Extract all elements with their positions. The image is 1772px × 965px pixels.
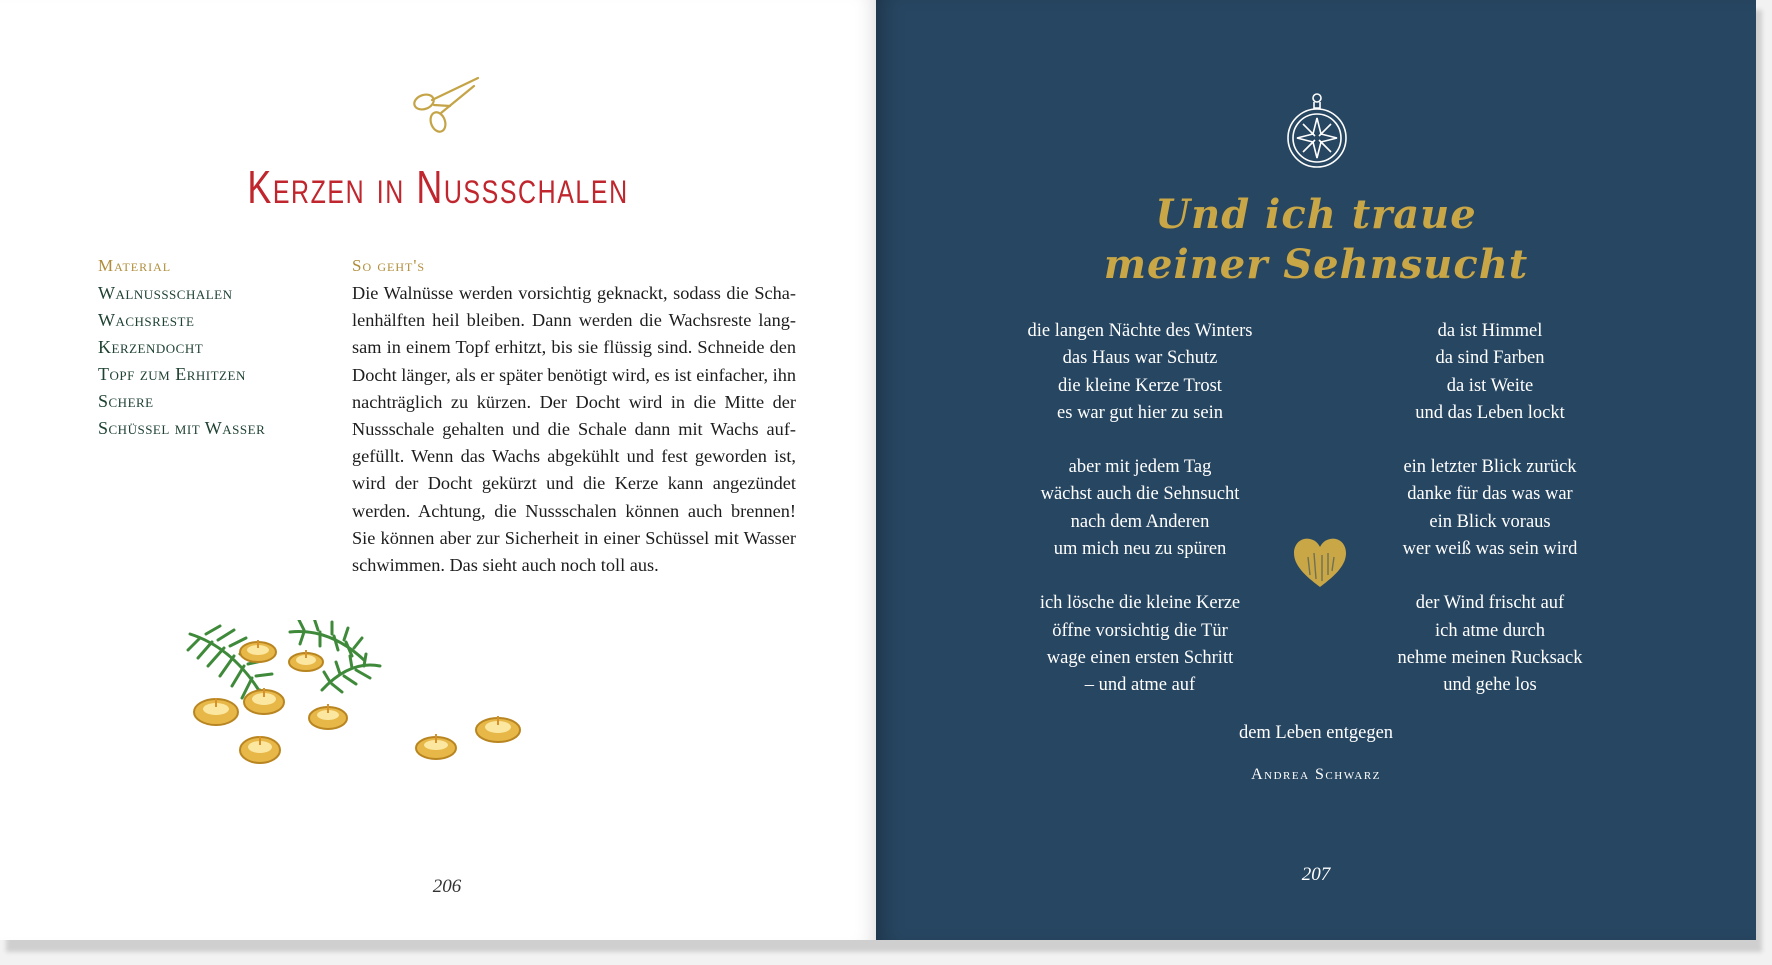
instructions-text: Die Walnüsse werden vorsichtig geknackt, sodass die Scha-lenhälften heil bleiben. Dann werden die Wachsreste lang-sam in einem Topf erhitzt, bis sie flüssig sind. Schneide den Docht länger, als er später benötigt wird, es ist einfacher, ihn nachträglich zu kürzen. Der Docht wird in die Mitte der Nussschale gehalten und die Schale dann mit Wachs auf-gefüllt. Wenn das Wachs abgekühlt und fest geworden ist, wird der Docht gekürzt und die Kerze kann angezündet werden. Achtung, die Nussschalen können auch brennen! Sie können aber zur Sicherheit in einer Schüssel mit Wasser schwimmen. Das sieht auch noch toll aus. xyxy=(352,283,796,576)
poem-line: und das Leben lockt xyxy=(1415,402,1565,423)
poem-column-right xyxy=(1340,318,1640,727)
page-number: 206 xyxy=(432,876,462,897)
poem-line: da ist Weite xyxy=(1446,375,1534,396)
poem-line: wage einen ersten Schritt xyxy=(1046,647,1234,668)
poem-line: das Haus war Schutz xyxy=(1062,348,1218,369)
poem-line: wer weiß was sein wird xyxy=(1402,539,1578,560)
poem-line: da ist Himmel xyxy=(1437,321,1543,341)
closing-line: dem Leben entgegen xyxy=(1238,723,1394,743)
poem-title-line: Und ich traue xyxy=(1155,191,1477,238)
heart-icon xyxy=(1290,535,1350,591)
poem-line: ein letzter Blick zurück xyxy=(1403,457,1577,478)
material-item: Wachsreste xyxy=(98,310,195,330)
instructions xyxy=(352,252,796,579)
material-item: Schere xyxy=(98,391,154,411)
poem-line: wächst auch die Sehnsucht xyxy=(1040,484,1240,505)
poem-line: ich atme durch xyxy=(1435,620,1545,641)
stanza xyxy=(1340,454,1640,563)
poem-line: und gehe los xyxy=(1443,675,1537,696)
poem-line: – und atme auf xyxy=(1084,675,1196,696)
page-title: Kerzen in Nussschalen xyxy=(247,161,629,213)
stanza xyxy=(990,590,1290,699)
scissors-icon xyxy=(408,72,484,136)
poem-line: der Wind frischt auf xyxy=(1415,593,1565,614)
stanza xyxy=(990,454,1290,563)
poem-line: aber mit jedem Tag xyxy=(1068,457,1212,478)
instructions-heading: So geht's xyxy=(352,256,426,275)
poem-line: da sind Farben xyxy=(1435,348,1545,369)
stanza xyxy=(990,318,1290,427)
poem-title xyxy=(876,190,1756,290)
material-item: Schüssel mit Wasser xyxy=(98,418,266,438)
poem-column-left xyxy=(990,318,1290,727)
poem-line: um mich neu zu spüren xyxy=(1053,539,1227,560)
stanza xyxy=(1340,318,1640,427)
compass-icon xyxy=(1282,92,1352,174)
poem-line: die kleine Kerze Trost xyxy=(1058,375,1222,396)
poem-line: nehme meinen Rucksack xyxy=(1397,647,1583,668)
stanza xyxy=(1340,590,1640,699)
material-heading: Material xyxy=(98,256,172,275)
page-number: 207 xyxy=(1301,864,1331,885)
material-item: Topf zum Erhitzen xyxy=(98,364,246,384)
material-list xyxy=(98,252,328,442)
material-item: Kerzendocht xyxy=(98,337,204,357)
poem-line: nach dem Anderen xyxy=(1070,511,1210,532)
walnut-candles-illustration xyxy=(180,620,610,780)
poem-line: öffne vorsichtig die Tür xyxy=(1052,620,1228,641)
poem-line: die langen Nächte des Winters xyxy=(1027,321,1253,341)
poem-line: ich lösche die kleine Kerze xyxy=(1039,593,1241,614)
poem-line: es war gut hier zu sein xyxy=(1057,402,1223,423)
candle-group xyxy=(194,640,520,763)
poem-line: ein Blick voraus xyxy=(1429,511,1551,532)
poem-line: danke für das was war xyxy=(1407,484,1573,505)
poem-title-line: meiner Sehnsucht xyxy=(1103,241,1529,288)
author: Andrea Schwarz xyxy=(1251,766,1381,783)
material-item: Walnussschalen xyxy=(98,283,233,303)
